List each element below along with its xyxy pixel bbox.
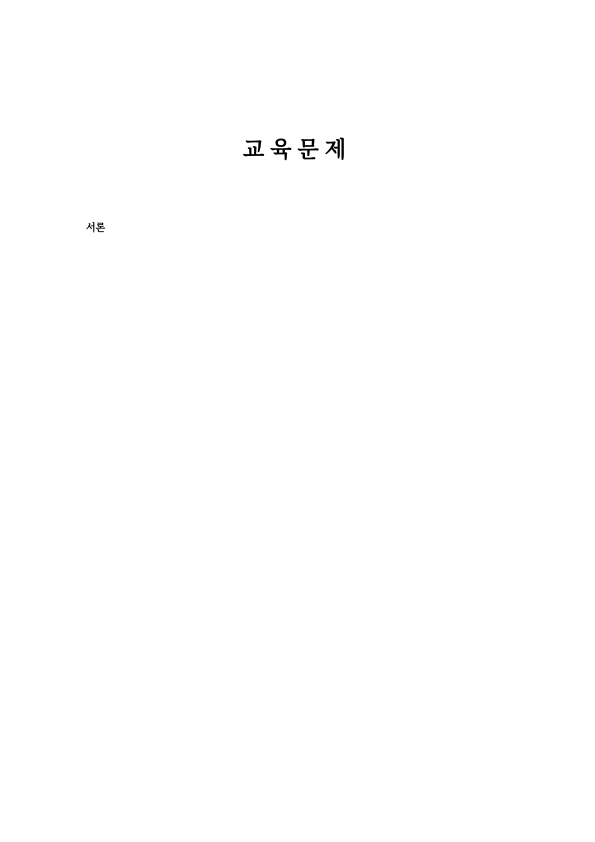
section-heading: 서론 [86, 223, 106, 234]
document-title: 교육문제 [242, 138, 352, 163]
